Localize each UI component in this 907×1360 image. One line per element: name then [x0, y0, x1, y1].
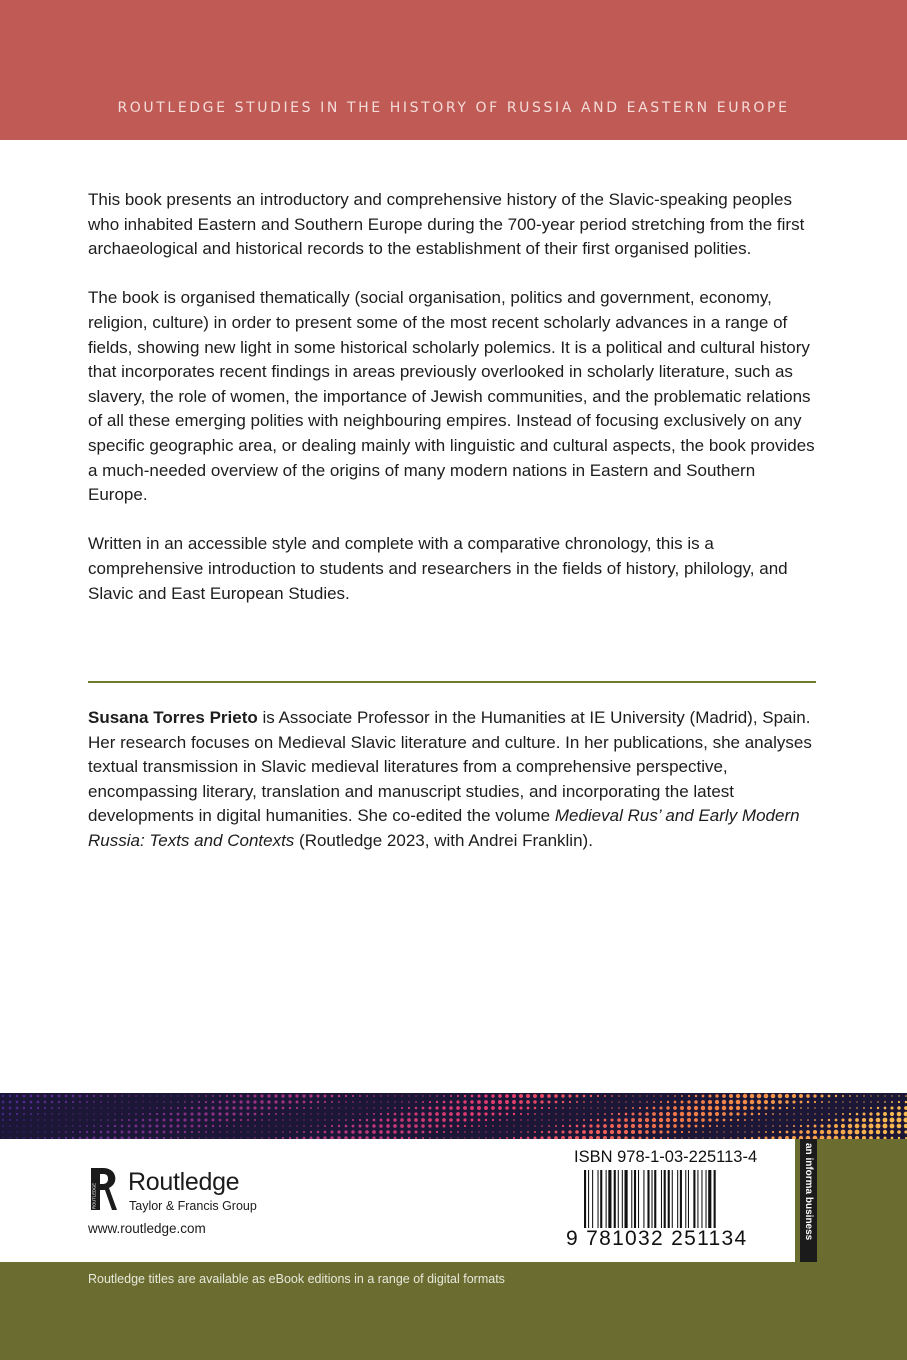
section-divider: [88, 681, 816, 683]
description-paragraph: The book is organised thematically (social organisation, politics and government, economy, religion, culture) in order to present some of the most recent scholarly advances in a range of fields, showing new light in some historical scholarly polemics. It is a political and cultural history that incorporates recent findings in areas previously overlooked in scholarly literature, such as slavery, the role of women, the importance of Jewish communities, and the problematic relations of all these emerging polities with neighbouring empires. Instead of focusing exclusively on any specific geographic area, or dealing mainly with linguistic and cultural aspects, the book provides a much-needed overview of the origins of many modern nations in Eastern and Southern Europe.: [88, 288, 815, 505]
ebook-note: Routledge titles are available as eBook editions in a range of digital formats: [88, 1272, 505, 1286]
barcode-digits: 9 781032 251134: [566, 1227, 748, 1250]
publisher-group: Taylor & Francis Group: [129, 1199, 257, 1213]
author-bio-paragraph: [88, 706, 818, 854]
isbn-label: ISBN 978-1-03-225113-4: [574, 1148, 758, 1166]
description-paragraph: Written in an accessible style and complete with a comparative chronology, this is a comprehensive introduction to students and researchers in the fields of history, philology, and Slavic and East European Studies.: [88, 534, 788, 603]
isbn-barcode: [584, 1170, 756, 1228]
series-band: [0, 0, 907, 140]
logo-text: ROUTLEDGE: [91, 1182, 97, 1209]
author-bio: [88, 706, 818, 854]
publisher-name: Routledge: [128, 1168, 240, 1196]
author-bio-text-end: (Routledge 2023, with Andrei Franklin).: [294, 830, 593, 850]
informa-business-label: an informa business: [803, 1143, 814, 1241]
halftone-dot-pattern: [0, 1093, 907, 1139]
book-description: [88, 188, 818, 631]
publisher-url[interactable]: www.routledge.com: [88, 1221, 206, 1236]
author-bio-text: is Associate Professor in the Humanities at IE University (Madrid), Spain. Her research focuses on Medieval Slavic literature and culture. In her publications, she analyses textual transmission in Slavic medieval literatures from a comprehensive perspective, encompassing literary, translation and manuscript studies, and incorporating the latest developments in digital humanities. She co-edited the volume: [88, 708, 812, 826]
description-paragraph: This book presents an introductory and comprehensive history of the Slavic-speaking peoples who inhabited Eastern and Southern Europe during the 700-year period stretching from the first archaeological and historical records to the establishment of their first organised polities.: [88, 190, 805, 259]
co-edited-book-title: Medieval Rus’ and Early Modern Russia: Texts and Contexts: [88, 806, 800, 850]
routledge-logo-icon: [88, 1166, 118, 1212]
series-title: ROUTLEDGE STUDIES IN THE HISTORY OF RUSSIA AND EASTERN EUROPE: [117, 100, 790, 116]
author-name: Susana Torres Prieto: [88, 708, 258, 727]
